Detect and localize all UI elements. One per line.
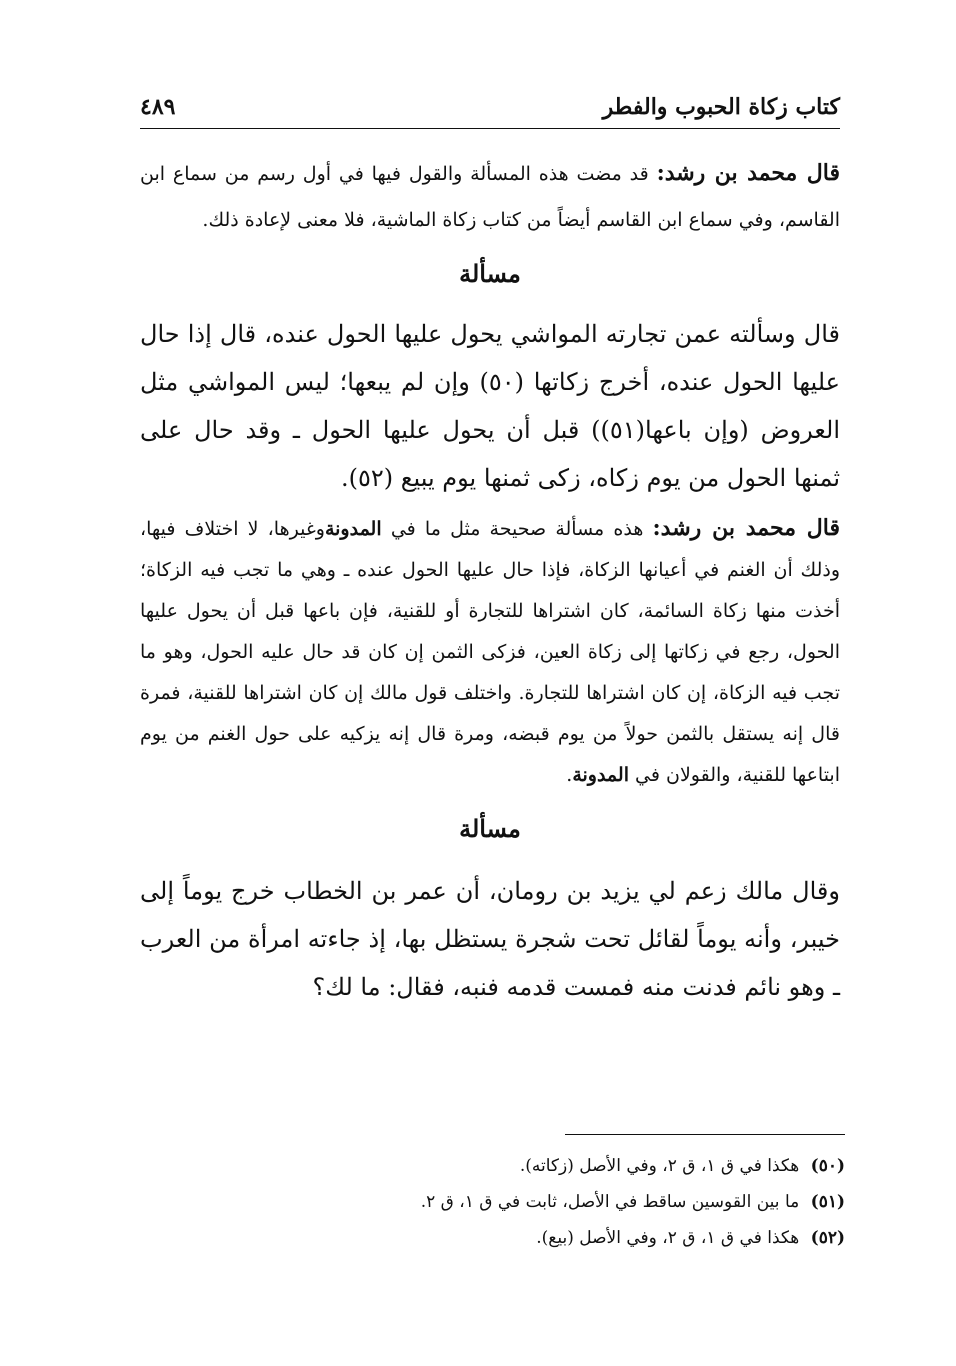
footnotes <box>300 1148 845 1256</box>
footnote-number: (٥٠) <box>810 1156 845 1176</box>
footnote-52 <box>300 1220 845 1256</box>
paragraph-3-book-ref-2: المدونة <box>572 764 629 786</box>
header-title: كتاب زكاة الحبوب والفطر <box>602 94 840 120</box>
footnote-number: (٥١) <box>810 1192 845 1212</box>
footnote-text: ما بين القوسين ساقط في الأصل، ثابت في ق ١، ق ٢. <box>420 1192 800 1212</box>
paragraph-2-text: قال وسألته عمن تجارته المواشي يحول عليها الحول عنده، قال إذا حال عليها الحول عنده، أخرج زكاتها (٥٠) وإن لم يبعها؛ ليس المواشي مثل العروض (وإن باعها(٥١)) قبل أن يحول عليها الحول ـ وقد حال على ثمنها الحول من يوم زكاه، زكى ثمنها يوم يبيع (٥٢). <box>140 320 840 492</box>
paragraph-3-part-1: هذه مسألة صحيحة مثل ما في <box>390 518 644 540</box>
paragraph-1-lead: قال محمد بن رشد: <box>656 160 840 186</box>
paragraph-2 <box>140 310 840 502</box>
paragraph-3-lead: قال محمد بن رشد: <box>652 515 841 541</box>
paragraph-3-end: . <box>566 764 573 786</box>
main-text <box>140 150 840 1011</box>
page-number: ٤٨٩ <box>140 94 176 120</box>
footnote-51 <box>300 1184 845 1220</box>
paragraph-1 <box>140 150 840 243</box>
section-heading-1: مسألة <box>459 259 521 288</box>
paragraph-4 <box>140 867 840 1011</box>
footnote-text: هكذا في ق ١، ق ٢، وفي الأصل (بيع). <box>536 1228 800 1248</box>
footnote-divider <box>565 1134 845 1135</box>
paragraph-3-book-ref-1: المدونة <box>324 518 382 540</box>
footnote-50 <box>300 1148 845 1184</box>
running-header <box>140 88 840 129</box>
paragraph-4-text: وقال مالك زعم لي يزيد بن رومان، أن عمر بن الخطاب خرج يوماً إلى خيبر، وأنه يوماً لقائل تحت شجرة يستظل بها، إذ جاءته امرأة من العرب ـ وهو نائم فدنت منه فمست قدمه فنبه، فقال: ما لك؟ <box>140 877 840 1001</box>
section-heading-2: مسألة <box>459 814 521 843</box>
paragraph-3 <box>140 508 840 796</box>
footnote-number: (٥٢) <box>810 1228 845 1248</box>
paragraph-3-part-2: وغيرها، لا اختلاف فيها، وذلك أن الغنم في أعيانها الزكاة، فإذا حال عليها الحول عنده ـ وهي ما تجب فيه الزكاة؛ أخذت منها زكاة السائمة، كان اشتراها للتجارة أو للقنية، فإن باعها قبل أن يحول عليها الحول، رجع في زكاتها إلى زكاة العين، فزكى الثمن إن كان قد حال عليه الحول، وهو ما تجب فيه الزكاة، إن كان اشتراها للتجارة. واختلف قول مالك إن كان اشتراها للقنية، فمرة قال إنه يستقل بالثمن حولاً من يوم قبضه، ومرة قال إنه يزكيه على حول الغنم من يوم ابتاعها للقنية، والقولان في <box>140 518 840 786</box>
paragraph-1-text: قد مضت هذه المسألة والقول فيها في أول رسم من سماع ابن القاسم، وفي سماع ابن القاسم أيضاً من كتاب زكاة الماشية، فلا معنى لإعادة ذلك. <box>140 163 840 231</box>
footnote-text: هكذا في ق ١، ق ٢، وفي الأصل (زكاته). <box>519 1156 800 1176</box>
